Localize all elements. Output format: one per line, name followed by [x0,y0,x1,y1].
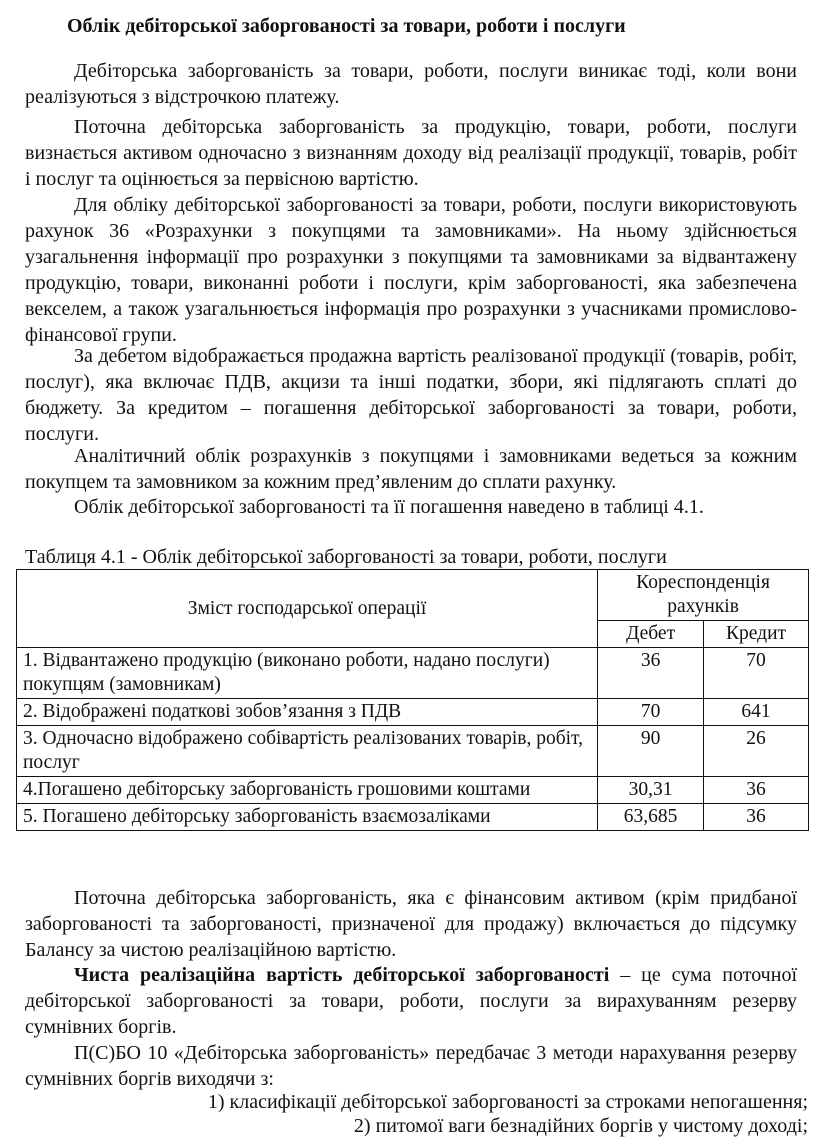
operation-cell: 3. Одночасно відображено собівартість реалізованих товарів, робіт, послуг [17,726,598,777]
document-title: Облік дебіторської заборгованості за товари, роботи і послуги [67,15,626,37]
operation-cell: 5. Погашено дебіторську заборгованість взаємозаліками [17,804,598,831]
paragraph-4: За дебетом відображається продажна вартість реалізованої продукції (товарів, робіт, послуг), яка включає ПДВ, акцизи та інші податки, збори, які підлягають сплаті до бюджету. За кредитом – погашення дебіторської заборгованості за товари, роботи, послуги. [25,345,797,445]
net-value-paragraph [25,962,797,1040]
debit-cell: 70 [598,699,704,726]
operation-cell: 1. Відвантажено продукцію (виконано роботи, надано послуги) покупцям (замовникам) [17,648,598,699]
table-row [17,777,809,804]
table-row [17,804,809,831]
net-value-definition: – це сума поточної дебіторської заборгованості за товари, роботи, послуги за вирахуванням резерву сумнівних боргів. [25,964,798,1038]
table-caption: Таблиця 4.1 - Облік дебіторської заборгованості за товари, роботи, послуги [25,546,667,568]
method-item: 2) питомої ваги безнадійних боргів у чистому доході; [353,1115,808,1137]
header-credit: Кредит [704,621,809,648]
standard-paragraph: П(С)БО 10 «Дебіторська заборгованість» передбачає 3 методи нарахування резерву сумнівних боргів виходячи з: [25,1042,797,1090]
paragraph-5: Аналітичний облік розрахунків з покупцями і замовниками ведеться за кожним покупцем та замовником за кожним пред’явленим до сплати рахунку. [25,445,797,493]
credit-cell: 36 [704,777,809,804]
paragraph-6: Облік дебіторської заборгованості та її погашення наведено в таблиці 4.1. [74,496,704,518]
debit-cell: 30,31 [598,777,704,804]
credit-cell: 26 [704,726,809,777]
paragraph-1: Дебіторська заборгованість за товари, роботи, послуги виникає тоді, коли вони реалізуються з відстрочкою платежу. [25,60,797,108]
paragraph-2: Поточна дебіторська заборгованість за продукцію, товари, роботи, послуги визнається активом одночасно з визнанням доходу від реалізації продукції, товарів, робіт і послуг та оцінюється за первісною вартістю. [25,116,797,190]
debit-cell: 63,685 [598,804,704,831]
header-operation: Зміст господарської операції [17,570,598,648]
debit-cell: 36 [598,648,704,699]
credit-cell: 70 [704,648,809,699]
header-debit: Дебет [598,621,704,648]
table-row [17,726,809,777]
table-row [17,648,809,699]
net-value-term: Чиста реалізаційна вартість дебіторської заборгованості [74,964,610,986]
operation-cell: 4.Погашено дебіторську заборгованість грошовими коштами [17,777,598,804]
credit-cell: 36 [704,804,809,831]
after-table-paragraph: Поточна дебіторська заборгованість, яка є фінансовим активом (крім придбаної заборгованості та заборгованості, призначеної для продажу) включається до підсумку Балансу за чистою реалізаційною вартістю. [25,887,797,961]
method-item: 1) класифікації дебіторської заборгованості за строками непогашення; [207,1091,808,1113]
debit-cell: 90 [598,726,704,777]
table-header-row [17,570,809,621]
header-correspondence: Кореспонденція рахунків [598,570,809,621]
credit-cell: 641 [704,699,809,726]
operation-cell: 2. Відображені податкові зобов’язання з ПДВ [17,699,598,726]
paragraph-3: Для обліку дебіторської заборгованості за товари, роботи, послуги використовують рахунок 36 «Розрахунки з покупцями та замовниками». На ньому здійснюється узагальнення інформації про розрахунки з покупцями та замовниками за відвантажену продукцію, товари, виконанні роботи і послуги, крім заборгованості, яка забезпечена векселем, а також узагальнюється інформація про розрахунки з учасниками промислово-фінансової групи. [25,194,797,346]
table-row [17,699,809,726]
accounting-table [16,569,809,831]
